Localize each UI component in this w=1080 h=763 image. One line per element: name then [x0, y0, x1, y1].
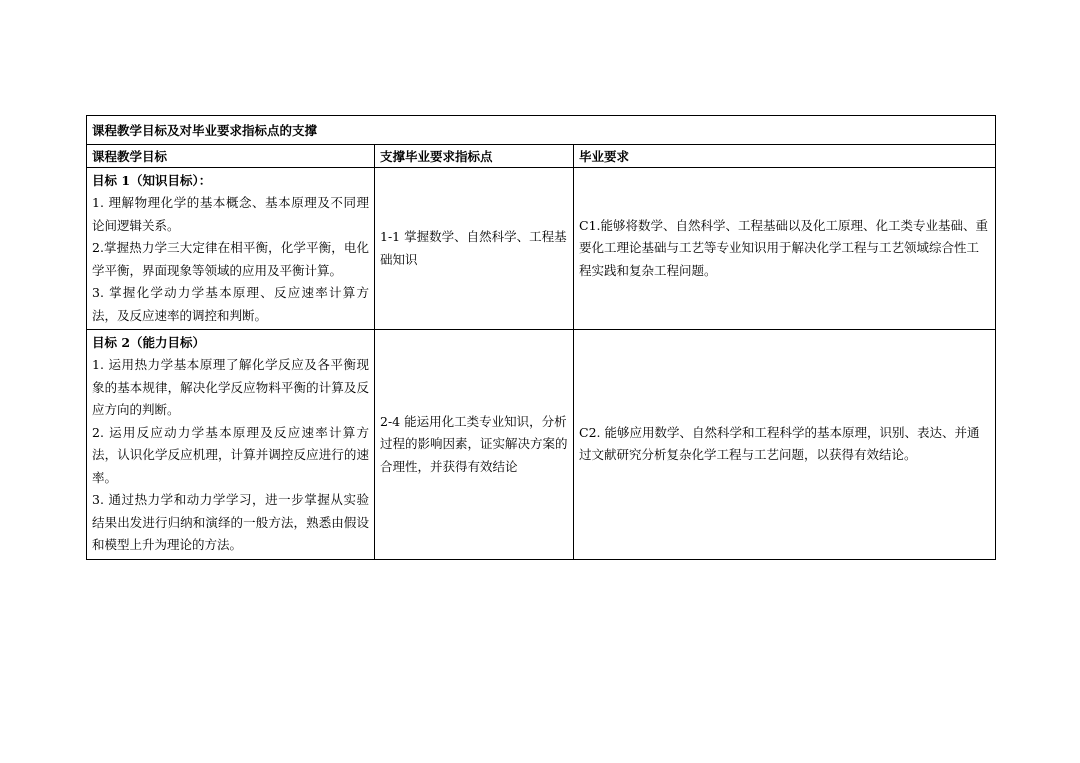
table-row: [87, 330, 996, 560]
header-requirement: 毕业要求: [574, 145, 996, 168]
table-row: [87, 168, 996, 330]
goal-line: 1. 运用热力学基本原理了解化学反应及各平衡现象的基本规律，解决化学反应物料平衡的计算及反应方向的判断。: [92, 357, 369, 417]
table-title: 课程教学目标及对毕业要求指标点的支撑: [87, 116, 996, 145]
goal-title: 目标 1（知识目标）：: [92, 173, 212, 188]
goal-cell: [87, 330, 375, 560]
requirement-cell: C1.能够将数学、自然科学、工程基础以及化工原理、化工类专业基础、重要化工理论基础与工艺等专业知识用于解决化学工程与工艺领域综合性工程实践和复杂工程问题。: [574, 168, 996, 330]
goal-line: 2.掌握热力学三大定律在相平衡，化学平衡，电化学平衡，界面现象等领域的应用及平衡计算。: [92, 240, 369, 278]
header-indicator: 支撑毕业要求指标点: [375, 145, 574, 168]
goal-line: 2. 运用反应动力学基本原理及反应速率计算方法，认识化学反应机理，计算并调控反应进行的速率。: [92, 424, 369, 485]
goal-line: 1. 理解物理化学的基本概念、基本原理及不同理论间逻辑关系。: [92, 195, 369, 233]
goal-line: 3. 通过热力学和动力学学习，进一步掌握从实验结果出发进行归纳和演绎的一般方法，熟悉由假设和模型上升为理论的方法。: [92, 492, 369, 552]
support-table: [86, 115, 996, 560]
header-course-goal: 课程教学目标: [87, 145, 375, 168]
indicator-cell: 2-4 能运用化工类专业知识，分析过程的影响因素，证实解决方案的合理性，并获得有效结论: [375, 330, 574, 560]
table-title-row: [87, 116, 996, 145]
goal-cell: [87, 168, 375, 330]
requirement-cell: C2. 能够应用数学、自然科学和工程科学的基本原理，识别、表达、并通过文献研究分析复杂化学工程与工艺问题，以获得有效结论。: [574, 330, 996, 560]
goal-line: 3. 掌握化学动力学基本原理、反应速率计算方法，及反应速率的调控和判断。: [92, 285, 369, 323]
indicator-cell: 1-1 掌握数学、自然科学、工程基础知识: [375, 168, 574, 330]
table-header-row: [87, 145, 996, 168]
goal-title: 目标 2（能力目标）: [92, 335, 206, 350]
